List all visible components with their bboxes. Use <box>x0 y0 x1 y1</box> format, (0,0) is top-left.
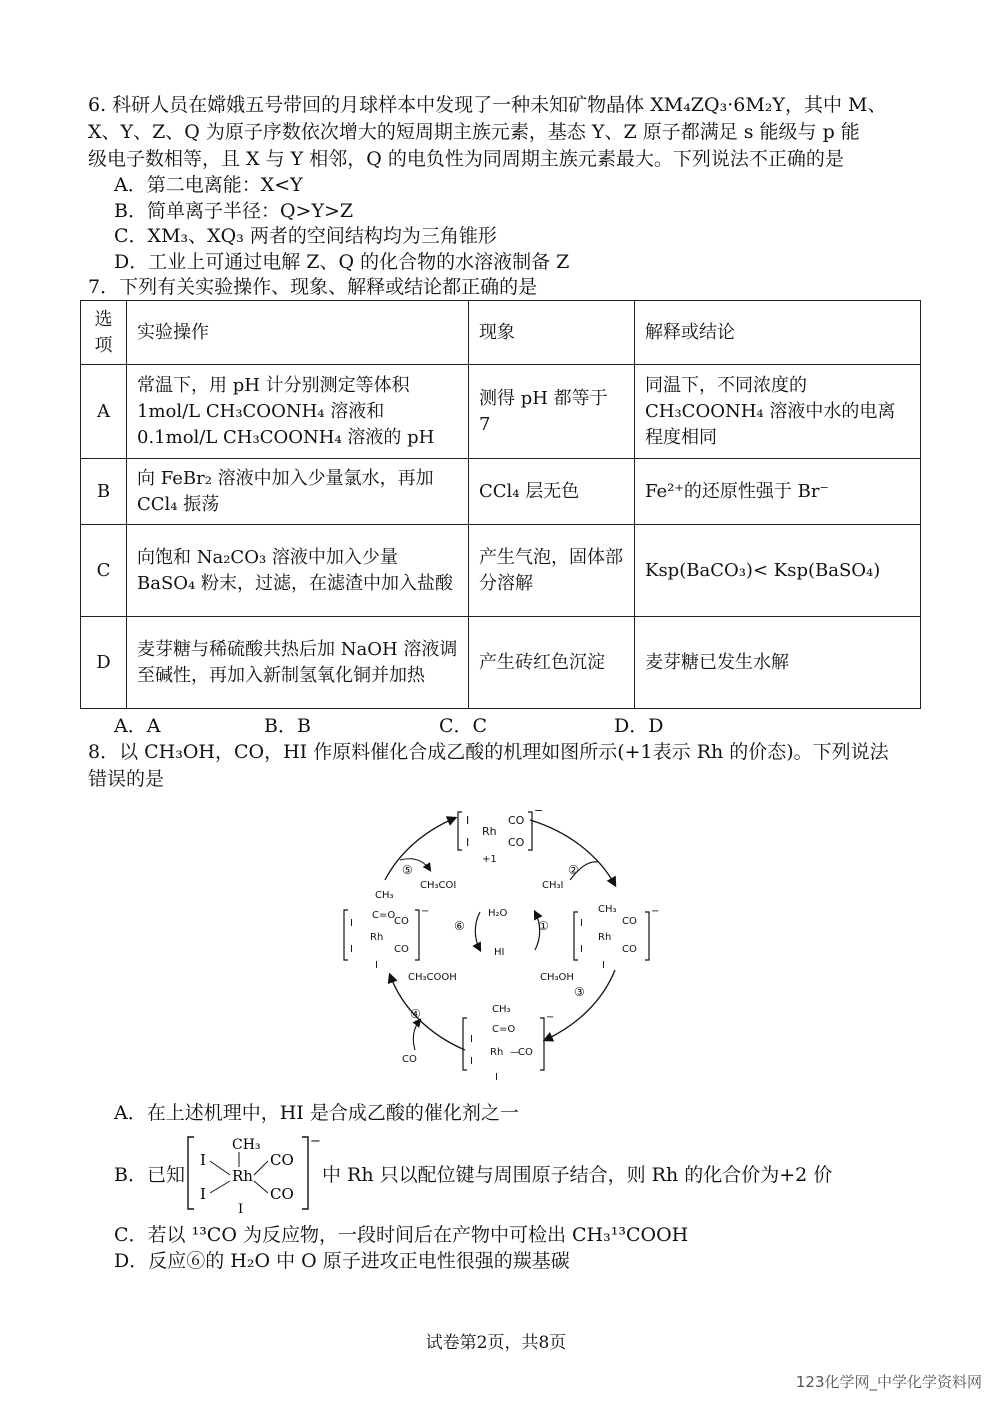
row-conclusion: Ksp(BaCO₃)< Ksp(BaSO₄) <box>635 525 921 617</box>
svg-text:Rh: Rh <box>232 1167 253 1185</box>
row-conclusion: 同温下，不同浓度的 CH₃COONH₄ 溶液中水的电离程度相同 <box>635 365 921 459</box>
step-1: ① <box>538 919 549 933</box>
svg-text:CO: CO <box>622 916 637 927</box>
svg-text:CH₃: CH₃ <box>598 904 617 915</box>
table-row <box>81 617 921 709</box>
species-ch3coi: CH₃COI <box>420 880 457 891</box>
q7-stem: 7．下列有关实验操作、现象、解释或结论都正确的是 <box>88 276 538 298</box>
species-ch3i: CH₃I <box>542 880 564 891</box>
step-3: ③ <box>574 985 585 999</box>
q8-stem-line1: 8．以 CH₃OH，CO，HI 作原料催化合成乙酸的机理如图所示(+1表示 Rh 的价态)。下列说法 <box>88 741 889 763</box>
q6-option-c: C．XM₃、XQ₃ 两者的空间结构均为三角锥形 <box>114 225 497 247</box>
svg-text:I: I <box>466 814 470 827</box>
svg-text:−: − <box>421 906 430 917</box>
svg-text:I: I <box>200 1151 206 1169</box>
step-4: ④ <box>410 1007 421 1021</box>
header-conclusion: 解释或结论 <box>635 301 921 365</box>
q8-option-b-suffix: 中 Rh 只以配位键与周围原子结合，则 Rh 的化合价为+2 价 <box>322 1164 833 1186</box>
co-arrow <box>413 1020 420 1050</box>
page-footer: 试卷第2页，共8页 <box>425 1333 567 1353</box>
step-5: ⑤ <box>402 863 413 877</box>
cycle-arc-bottom-left <box>390 975 465 1050</box>
svg-text:I: I <box>602 960 605 971</box>
svg-text:I: I <box>375 960 378 971</box>
row-operation: 常温下，用 pH 计分别测定等体积 1mol/L CH₃COONH₄ 溶液和 0.1mol/L CH₃COONH₄ 溶液的 pH <box>127 365 469 459</box>
row-phenomenon: CCl₄ 层无色 <box>469 459 635 525</box>
row-operation: 向饱和 Na₂CO₃ 溶液中加入少量 BaSO₄ 粉末，过滤，在滤渣中加入盐酸 <box>127 525 469 617</box>
rh-complex-top <box>458 804 543 865</box>
row-option: D <box>81 617 127 709</box>
svg-text:−: − <box>534 804 544 817</box>
row-conclusion: 麦芽糖已发生水解 <box>635 617 921 709</box>
rh-complex-structure-b <box>186 1134 321 1217</box>
experiment-table <box>80 300 921 709</box>
q6-option-a: A．第二电离能：X<Y <box>114 174 303 196</box>
rh-complex-right <box>574 904 659 971</box>
svg-text:I: I <box>495 1072 498 1083</box>
row-option: C <box>81 525 127 617</box>
header-operation: 实验操作 <box>127 301 469 365</box>
svg-text:+1: +1 <box>482 854 497 865</box>
svg-text:I: I <box>580 918 583 929</box>
row-phenomenon: 产生气泡，固体部分溶解 <box>469 525 635 617</box>
row-phenomenon: 产生砖红色沉淀 <box>469 617 635 709</box>
svg-text:I: I <box>200 1185 206 1203</box>
svg-text:Rh: Rh <box>482 825 497 838</box>
q7-choice-a: A．A <box>114 715 161 737</box>
table-header-row <box>81 301 921 365</box>
q7-choice-c: C．C <box>439 715 488 737</box>
svg-text:−: − <box>651 906 660 917</box>
q6-stem-line3: 级电子数相等，且 X 与 Y 相邻，Q 的电负性为同周期主族元素最大。下列说法不正确的是 <box>88 148 844 170</box>
svg-text:CO: CO <box>518 1047 533 1058</box>
svg-text:CO: CO <box>394 916 409 927</box>
q7-choice-d: D．D <box>614 715 664 737</box>
site-watermark: 123化学网_中学化学资料网 <box>795 1373 982 1391</box>
svg-text:I: I <box>466 836 470 849</box>
q6-stem-line2: X、Y、Z、Q 为原子序数依次增大的短周期主族元素，基态 Y、Z 原子都满足 s 能级与 p 能 <box>88 121 860 143</box>
inner-arc-left <box>475 912 480 950</box>
row-option: B <box>81 459 127 525</box>
svg-text:CH₃: CH₃ <box>492 1004 511 1015</box>
row-operation: 向 FeBr₂ 溶液中加入少量氯水，再加 CCl₄ 振荡 <box>127 459 469 525</box>
svg-text:—: — <box>510 1047 520 1058</box>
row-operation: 麦芽糖与稀硫酸共热后加 NaOH 溶液调至碱性，再加入新制氢氧化铜并加热 <box>127 617 469 709</box>
svg-text:CH₃: CH₃ <box>232 1137 261 1153</box>
svg-text:I: I <box>238 1202 244 1217</box>
species-hi: HI <box>494 947 505 958</box>
q6-option-b: B．简单离子半径：Q>Y>Z <box>114 200 354 222</box>
svg-text:CO: CO <box>270 1185 294 1203</box>
q8-option-d: D．反应⑥的 H₂O 中 O 原子进攻正电性很强的羰基碳 <box>114 1250 570 1272</box>
q6-option-d: D．工业上可通过电解 Z、Q 的化合物的水溶液制备 Z <box>114 251 570 273</box>
step-2: ② <box>568 863 579 877</box>
species-co: CO <box>402 1054 417 1065</box>
svg-text:I: I <box>470 1056 473 1067</box>
table-row <box>81 525 921 617</box>
svg-text:C=O: C=O <box>492 1024 516 1035</box>
q8-option-c: C．若以 ¹³CO 为反应物，一段时间后在产物中可检出 CH₃¹³COOH <box>114 1224 689 1246</box>
header-option: 选项 <box>81 301 127 365</box>
svg-text:Rh: Rh <box>370 932 384 943</box>
rh-complex-bottom <box>463 1004 554 1083</box>
species-ch3oh: CH₃OH <box>540 972 574 983</box>
step-6: ⑥ <box>454 919 465 933</box>
q8-option-a: A．在上述机理中，HI 是合成乙酸的催化剂之一 <box>114 1102 519 1124</box>
row-option: A <box>81 365 127 459</box>
svg-text:I: I <box>350 918 353 929</box>
svg-text:I: I <box>470 1034 473 1045</box>
svg-text:C=O: C=O <box>372 910 396 921</box>
q6-stem-line1: 6. 科研人员在嫦娥五号带回的月球样本中发现了一种未知矿物晶体 XM₄ZQ₃·6M₂Y，其中 M、 <box>88 94 887 116</box>
table-row <box>81 459 921 525</box>
svg-text:CO: CO <box>508 836 525 849</box>
species-ch3cooh: CH₃COOH <box>408 972 457 983</box>
row-phenomenon: 测得 pH 都等于 7 <box>469 365 635 459</box>
svg-text:Rh: Rh <box>490 1047 504 1058</box>
svg-text:CO: CO <box>270 1151 294 1169</box>
svg-text:I: I <box>580 944 583 955</box>
q8-option-b-prefix: B．已知 <box>114 1164 185 1186</box>
svg-text:Rh: Rh <box>598 932 612 943</box>
rh-complex-left <box>344 890 429 971</box>
table-row <box>81 365 921 459</box>
q8-stem-line2: 错误的是 <box>88 768 165 790</box>
svg-text:I: I <box>350 944 353 955</box>
svg-text:−: − <box>546 1012 555 1023</box>
header-phenomenon: 现象 <box>469 301 635 365</box>
svg-text:CH₃: CH₃ <box>375 890 394 901</box>
cycle-arc-top-left <box>385 818 455 880</box>
row-conclusion: Fe²⁺的还原性强于 Br⁻ <box>635 459 921 525</box>
catalytic-cycle-diagram <box>330 800 670 1100</box>
svg-text:CO: CO <box>508 814 525 827</box>
svg-text:CO: CO <box>622 944 637 955</box>
species-h2o: H₂O <box>488 908 508 919</box>
svg-text:−: − <box>310 1134 321 1149</box>
q7-choice-b: B．B <box>264 715 311 737</box>
svg-text:CO: CO <box>394 944 409 955</box>
